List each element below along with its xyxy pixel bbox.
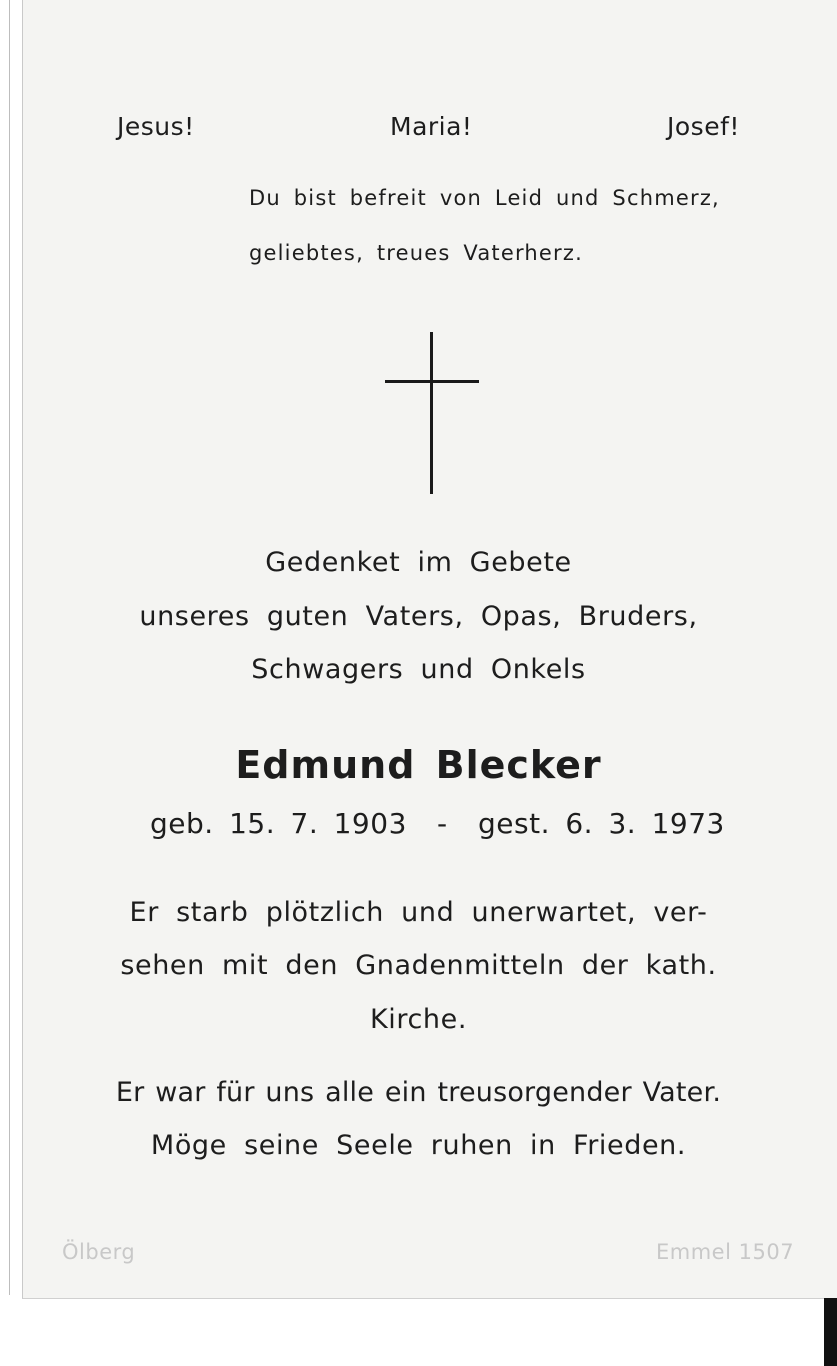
remembrance-line-1: Gedenket im Gebete	[265, 547, 572, 578]
scan-edge-shadow	[824, 1298, 837, 1366]
footer-left-mark: Ölberg	[62, 1240, 136, 1264]
header-jesus: Jesus!	[117, 112, 195, 141]
date-separator: -	[437, 807, 448, 840]
death-text-line-1: Er starb plötzlich und unerwartet, ver-	[129, 897, 708, 928]
header-josef: Josef!	[667, 112, 740, 141]
cross-vertical-bar	[430, 332, 433, 494]
death-text-line-3: Kirche.	[369, 1004, 468, 1035]
closing-line-1: Er war für uns alle ein treusorgender Vater.	[115, 1077, 722, 1108]
verse-line-2: geliebtes, treues Vaterherz.	[249, 241, 583, 265]
death-text-line-2: sehen mit den Gnadenmitteln der kath.	[120, 950, 717, 981]
header-maria: Maria!	[390, 112, 473, 141]
closing-line-2: Möge seine Seele ruhen in Frieden.	[150, 1130, 687, 1161]
cross-horizontal-bar	[385, 380, 479, 383]
birth-date: geb. 15. 7. 1903	[150, 807, 407, 840]
death-date: gest. 6. 3. 1973	[478, 807, 725, 840]
footer-right-mark: Emmel 1507	[656, 1240, 795, 1264]
remembrance-line-2: unseres guten Vaters, Opas, Bruders,	[139, 601, 698, 632]
verse-line-1: Du bist befreit von Leid und Schmerz,	[249, 186, 720, 210]
remembrance-line-3: Schwagers und Onkels	[251, 654, 586, 685]
deceased-name: Edmund Blecker	[235, 743, 602, 787]
